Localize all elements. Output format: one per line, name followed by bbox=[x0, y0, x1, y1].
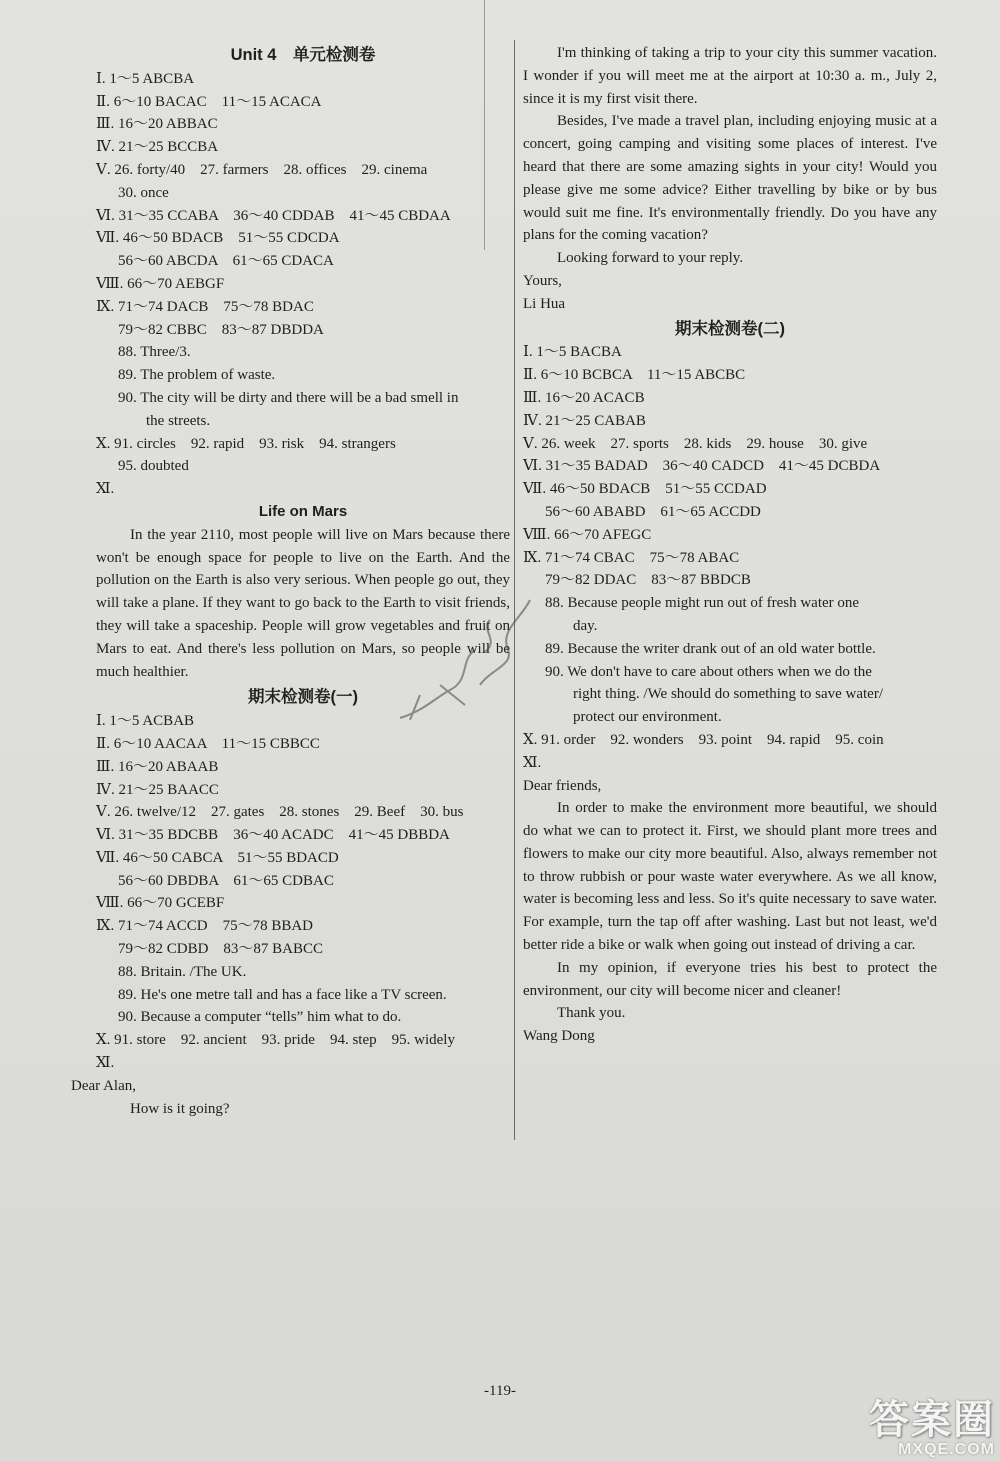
answer-line: 90. The city will be dirty and there will be a bad smell in bbox=[118, 389, 459, 406]
answer-line: 88. Because people might run out of fresh water one bbox=[545, 595, 860, 612]
answer-line: Ⅷ. 66～70 AFEGC bbox=[523, 526, 652, 543]
letter-opening: How is it going? bbox=[130, 1100, 230, 1117]
answer-line: Ⅲ. 16～20 ACACB bbox=[523, 389, 645, 406]
answer-line: Ⅷ. 66～70 GCEBF bbox=[96, 895, 225, 912]
answer-line: 56～60 ABABD 61～65 ACCDD bbox=[545, 503, 761, 520]
answer-line: Ⅶ. 46～50 BDACB 51～55 CDCDA bbox=[96, 230, 340, 247]
answer-line: Ⅱ. 6～10 BCBCA 11～15 ABCBC bbox=[523, 367, 746, 384]
letter-paragraph: Besides, I've made a travel plan, including enjoying music at a concert, going camping and visiting some places of interest. I've heard that there are some amazing sights in your city! Would you please give me some advice? Either travelling by bike or by bus would suit me fine. It's environmentally friendly. Do you have any plans for the coming vacation? bbox=[523, 113, 937, 244]
answer-line: 89. He's one metre tall and has a face like a TV screen. bbox=[118, 986, 447, 1003]
answer-line: right thing. /We should do something to save water/ bbox=[573, 686, 883, 703]
answer-line: Ⅱ. 6～10 BACAC 11～15 ACACA bbox=[96, 93, 322, 110]
answer-line: day. bbox=[573, 617, 598, 634]
answer-line: Ⅸ. 71～74 CBAC 75～78 ABAC bbox=[523, 549, 740, 566]
answer-line: 56～60 ABCDA 61～65 CDACA bbox=[118, 253, 334, 270]
answer-line: Ⅵ. 31～35 BADAD 36～40 CADCD 41～45 DCBDA bbox=[523, 458, 881, 475]
answer-line: Ⅳ. 21～25 CABAB bbox=[523, 412, 646, 429]
final1-title: 期末检测卷(一) bbox=[248, 688, 358, 707]
answer-line: Ⅲ. 16～20 ABAAB bbox=[96, 758, 219, 775]
answer-line: 90. Because a computer “tells” him what to do. bbox=[118, 1009, 402, 1026]
answer-line: Ⅶ. 46～50 BDACB 51～55 CCDAD bbox=[523, 481, 767, 498]
answer-line: Ⅳ. 21～25 BAACC bbox=[96, 781, 219, 798]
answer-line: Ⅵ. 31～35 CCABA 36～40 CDDAB 41～45 CBDAA bbox=[96, 207, 451, 224]
answer-line: 89. Because the writer drank out of an old water bottle. bbox=[545, 640, 876, 657]
answer-line: Ⅵ. 31～35 BDCBB 36～40 ACADC 41～45 DBBDA bbox=[96, 827, 450, 844]
answer-line: protect our environment. bbox=[573, 709, 722, 726]
answer-line: Ⅹ. 91. circles 92. rapid 93. risk 94. strangers bbox=[96, 435, 396, 452]
handwritten-scribble bbox=[380, 590, 550, 730]
final2-title: 期末检测卷(二) bbox=[675, 319, 785, 338]
answer-line: Ⅰ. 1～5 ACBAB bbox=[96, 713, 195, 730]
site-watermark bbox=[845, 1388, 995, 1458]
right-column bbox=[523, 42, 937, 1048]
answer-line: Ⅱ. 6～10 AACAA 11～15 CBBCC bbox=[96, 735, 320, 752]
answer-line: 56～60 DBDBA 61～65 CDBAC bbox=[118, 872, 334, 889]
answer-line: 90. We don't have to care about others when we do the bbox=[545, 663, 872, 680]
letter-paragraph: In my opinion, if everyone tries his best to protect the environment, our city will become nicer and cleaner! bbox=[523, 959, 937, 999]
answer-line: 95. doubted bbox=[118, 458, 189, 475]
essay-title: Life on Mars bbox=[258, 502, 348, 520]
answer-line: Ⅸ. 71～74 ACCD 75～78 BBAD bbox=[96, 918, 313, 935]
answer-line: Ⅴ. 26. week 27. sports 28. kids 29. house 30. give bbox=[523, 435, 868, 452]
answer-line: 79～82 CDBD 83～87 BABCC bbox=[118, 941, 324, 958]
answer-line: 89. The problem of waste. bbox=[118, 367, 276, 384]
letter-closing: Yours, bbox=[523, 272, 562, 289]
answer-line: 88. Three/3. bbox=[118, 344, 191, 361]
answer-line: Ⅰ. 1～5 BACBA bbox=[523, 344, 622, 361]
answer-line: Ⅸ. 71～74 DACB 75～78 BDAC bbox=[96, 298, 314, 315]
answer-line: Ⅳ. 21～25 BCCBA bbox=[96, 139, 219, 156]
answer-line: 79～82 CBBC 83～87 DBDDA bbox=[118, 321, 324, 338]
answer-line: Ⅹ. 91. order 92. wonders 93. point 94. rapid 95. coin bbox=[523, 731, 884, 748]
answer-line: 79～82 DDAC 83～87 BBDCB bbox=[545, 572, 751, 589]
answer-line: Ⅴ. 26. forty/40 27. farmers 28. offices 29. cinema bbox=[96, 161, 428, 178]
answer-line: 30. once bbox=[118, 184, 169, 201]
letter-paragraph: In order to make the environment more beautiful, we should do what we can to protect it. First, we should plant more trees and flowers to make our city more beautiful. Also, always remember not to throw rubbish or pour waste water everywhere. As we all know, water is becoming less and less. So it's quite necessary to save water. For example, turn the tap off after washing. Last but not least, we'd better ride a bike or walk when going out instead of driving a car. bbox=[523, 800, 937, 954]
letter-greeting: Dear Alan, bbox=[71, 1077, 136, 1094]
essay-paragraph: In the year 2110, most people will live on Mars because there won't be enough space for people to live on the Earth. And the pollution on the Earth is also very serious. When people go out, they will take a plane. If they want to go back to the Earth to visit friends, they will take a spaceship. People will grow vegetables and fruit on Mars to eat. And there's less pollution on Mars, so people will be much healthier. bbox=[96, 526, 510, 680]
watermark-logo-text: 答案圈 bbox=[869, 1398, 995, 1442]
unit4-title: Unit 4 单元检测卷 bbox=[230, 46, 376, 64]
letter-signature: Li Hua bbox=[523, 295, 566, 312]
answer-line: Ⅰ. 1～5 ABCBA bbox=[96, 70, 195, 87]
answer-line: the streets. bbox=[146, 412, 211, 429]
answer-line: Ⅶ. 46～50 CABCA 51～55 BDACD bbox=[96, 849, 339, 866]
answer-line: Ⅺ. bbox=[523, 754, 542, 771]
answer-line: 88. Britain. /The UK. bbox=[118, 963, 247, 980]
answer-line: Ⅲ. 16～20 ABBAC bbox=[96, 116, 218, 133]
letter-signature: Wang Dong bbox=[523, 1028, 595, 1045]
answer-line: Ⅷ. 66～70 AEBGF bbox=[96, 275, 225, 292]
letter-thanks: Thank you. bbox=[557, 1005, 626, 1022]
answer-line: Ⅹ. 91. store 92. ancient 93. pride 94. step 95. widely bbox=[96, 1032, 455, 1049]
left-column bbox=[71, 42, 510, 1120]
answer-line: Ⅺ. bbox=[96, 481, 115, 498]
answer-line: Ⅴ. 26. twelve/12 27. gates 28. stones 29. Beef 30. bus bbox=[96, 804, 464, 821]
page-number: -119- bbox=[484, 1383, 516, 1399]
letter-greeting: Dear friends, bbox=[523, 777, 602, 794]
watermark-url: MXQE.COM bbox=[898, 1441, 995, 1458]
letter-paragraph: I'm thinking of taking a trip to your city this summer vacation. I wonder if you will meet me at the airport at 10:30 a. m., July 2, since it is my first visit there. bbox=[523, 45, 937, 107]
letter-paragraph: Looking forward to your reply. bbox=[557, 250, 744, 267]
answer-line: Ⅺ. bbox=[96, 1055, 115, 1072]
